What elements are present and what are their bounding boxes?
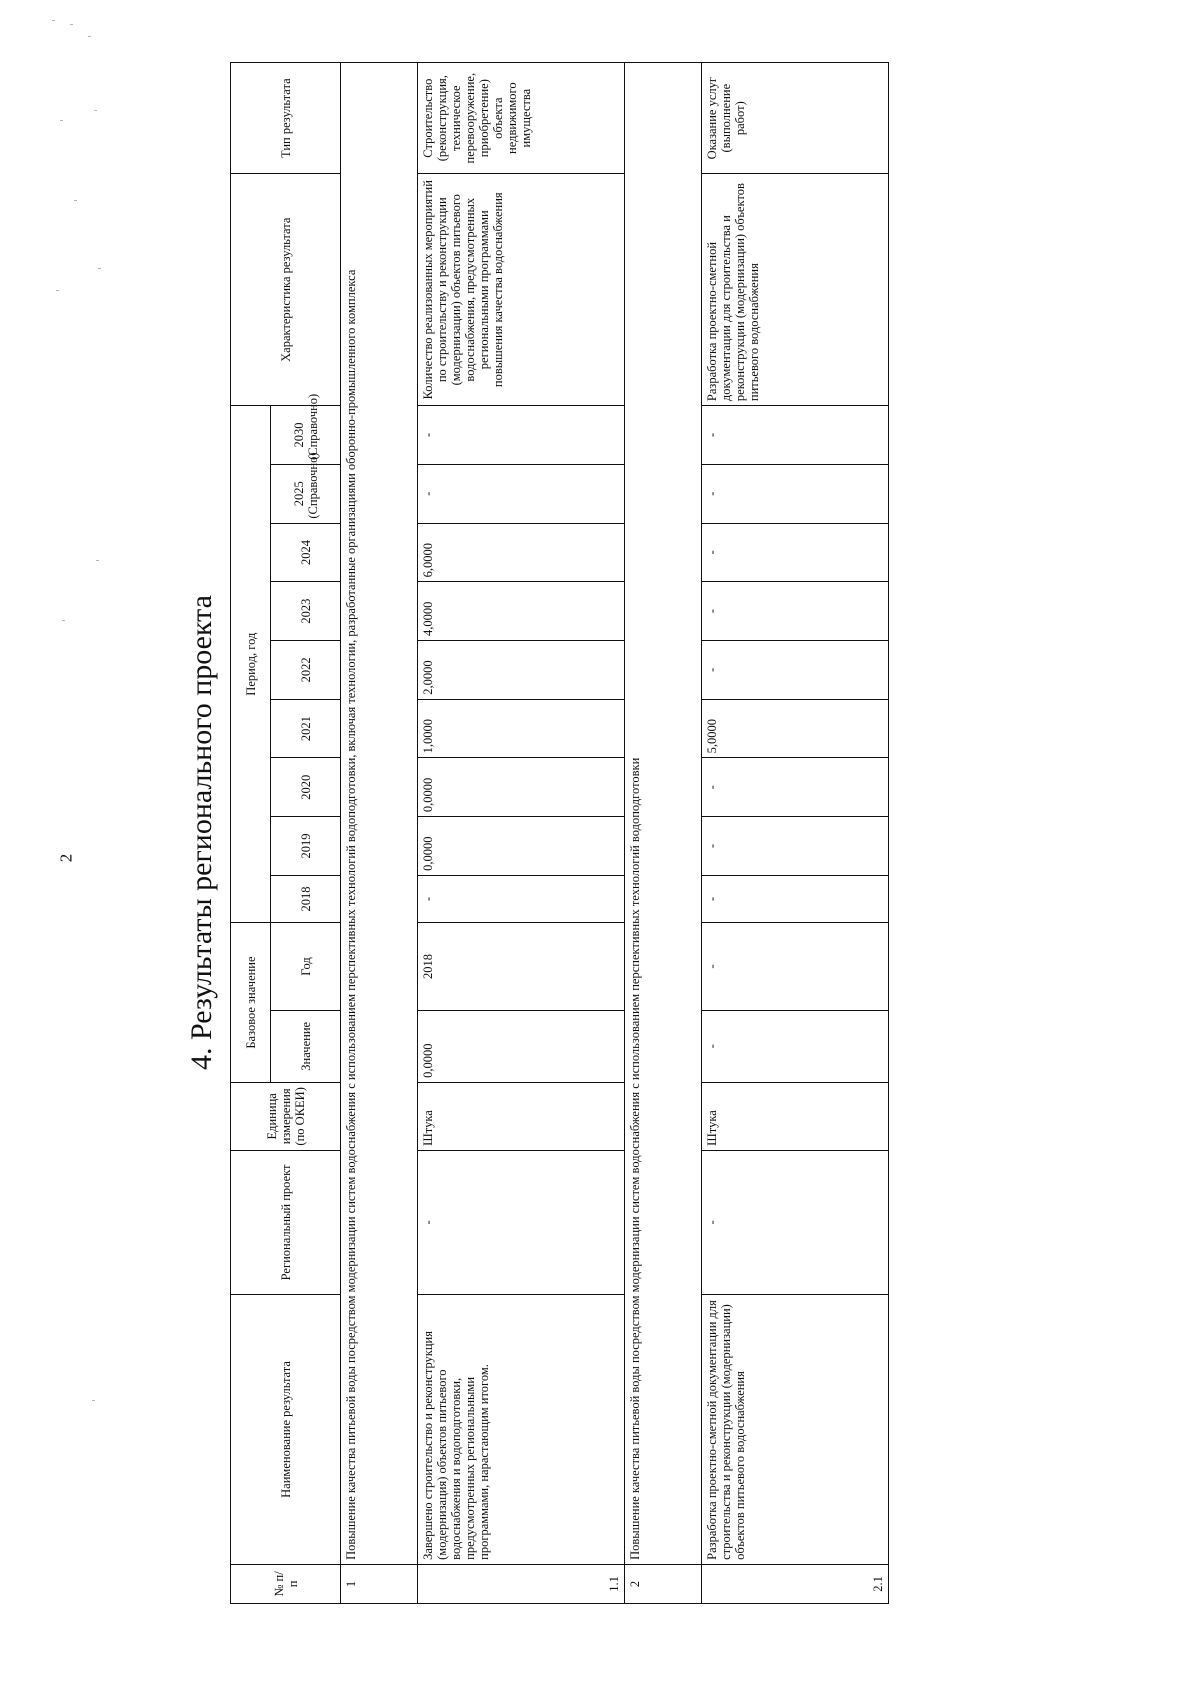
scan-noise: [52, 20, 55, 21]
item-characteristic: Количество реализованных мероприятий по строительству и реконструкции (модернизации) объектов питьевого водоснабжения, предусмотренных региональными программами повышения качества водоснабжения: [418, 174, 625, 406]
header-year-2022: 2022: [271, 641, 341, 700]
header-num: № п/п: [231, 1564, 341, 1603]
item-unit: Штука: [702, 1082, 889, 1150]
header-result-type: Тип результата: [231, 63, 341, 174]
results-table: [230, 62, 889, 1604]
scan-noise: [56, 290, 59, 291]
rotated-page-content: [180, 55, 900, 1610]
item-unit: Штука: [418, 1082, 625, 1150]
header-year-2018: 2018: [271, 875, 341, 922]
period-2020: -: [702, 758, 889, 817]
period-2023: -: [702, 582, 889, 641]
header-year-2019: 2019: [271, 817, 341, 876]
header-unit: Единица измерения (по ОКЕИ): [231, 1082, 341, 1150]
period-2025: -: [418, 464, 625, 523]
period-2025: -: [702, 464, 889, 523]
table-row: [341, 63, 418, 1604]
period-2020: 0,0000: [418, 758, 625, 817]
period-2023: 4,0000: [418, 582, 625, 641]
period-2021: 5,0000: [702, 699, 889, 758]
scan-noise: [98, 268, 101, 269]
item-result-type: Оказание услуг (выполнение работ): [702, 63, 889, 174]
item-num: 2.1: [702, 1564, 889, 1603]
period-2021: 1,0000: [418, 699, 625, 758]
period-2018: -: [702, 875, 889, 922]
scan-noise: [62, 620, 65, 621]
group-title: Повышение качества питьевой воды посредством модернизации систем водоснабжения с использованием перспективных технологий водоподготовки: [625, 63, 702, 1565]
period-2030: -: [418, 406, 625, 465]
header-base-value-year: Год: [271, 923, 341, 1011]
scan-noise: [70, 24, 73, 25]
item-regional-project: -: [418, 1150, 625, 1294]
period-2024: -: [702, 523, 889, 582]
item-base-value: -: [702, 1010, 889, 1082]
period-2022: 2,0000: [418, 641, 625, 700]
page-number: 2: [56, 853, 76, 863]
period-2018: -: [418, 875, 625, 922]
header-name: Наименование результата: [231, 1295, 341, 1565]
period-2022: -: [702, 641, 889, 700]
group-num: 1: [341, 1564, 418, 1603]
item-base-year: 2018: [418, 923, 625, 1011]
scan-noise: [96, 560, 99, 561]
table-row: [702, 63, 889, 1604]
item-result-type: Строительство (реконструкция, техническое перевооружение, приобретение) объекта недвижимого имущества: [418, 63, 625, 174]
period-2019: 0,0000: [418, 817, 625, 876]
item-characteristic: Разработка проектно-сметной документации для строительства и реконструкции (модернизации) объектов питьевого водоснабжения: [702, 174, 889, 406]
period-2019: -: [702, 817, 889, 876]
header-year-2021: 2021: [271, 699, 341, 758]
header-regional-project: Региональный проект: [231, 1150, 341, 1294]
scan-noise: [74, 200, 77, 201]
item-name: Завершено строительство и реконструкция (модернизация) объектов питьевого водоснабжения и водоподготовки, предусмотренных региональными программами, нарастающим итогом.: [418, 1295, 625, 1565]
item-regional-project: -: [702, 1150, 889, 1294]
header-year-2025: 2025 (Справочно): [271, 464, 341, 523]
scan-noise: [88, 36, 91, 37]
header-year-2030: 2030 (Справочно): [271, 406, 341, 465]
header-characteristic: Характеристика результата: [231, 174, 341, 406]
header-year-2024: 2024: [271, 523, 341, 582]
scan-noise: [60, 120, 63, 121]
scan-noise: [92, 1400, 95, 1401]
table-row: [625, 63, 702, 1604]
item-base-value: 0,0000: [418, 1010, 625, 1082]
group-title: Повышение качества питьевой воды посредством модернизации систем водоснабжения с использованием перспективных технологий водоподготовки, включая технологии, разработанные организациями оборонно-промышленного комплекса: [341, 63, 418, 1565]
group-num: 2: [625, 1564, 702, 1603]
period-2030: -: [702, 406, 889, 465]
header-base-value: Базовое значение: [231, 923, 271, 1083]
period-2024: 6,0000: [418, 523, 625, 582]
header-period: Период, год: [231, 406, 271, 923]
header-base-value-value: Значение: [271, 1010, 341, 1082]
page-title: 4. Результаты регионального проекта: [185, 595, 218, 1070]
header-year-2023: 2023: [271, 582, 341, 641]
item-name: Разработка проектно-сметной документации для строительства и реконструкции (модернизации) объектов питьевого водоснабжения: [702, 1295, 889, 1565]
table-row: [418, 63, 625, 1604]
item-base-year: -: [702, 923, 889, 1011]
header-year-2020: 2020: [271, 758, 341, 817]
item-num: 1.1: [418, 1564, 625, 1603]
scan-noise: [94, 110, 97, 111]
